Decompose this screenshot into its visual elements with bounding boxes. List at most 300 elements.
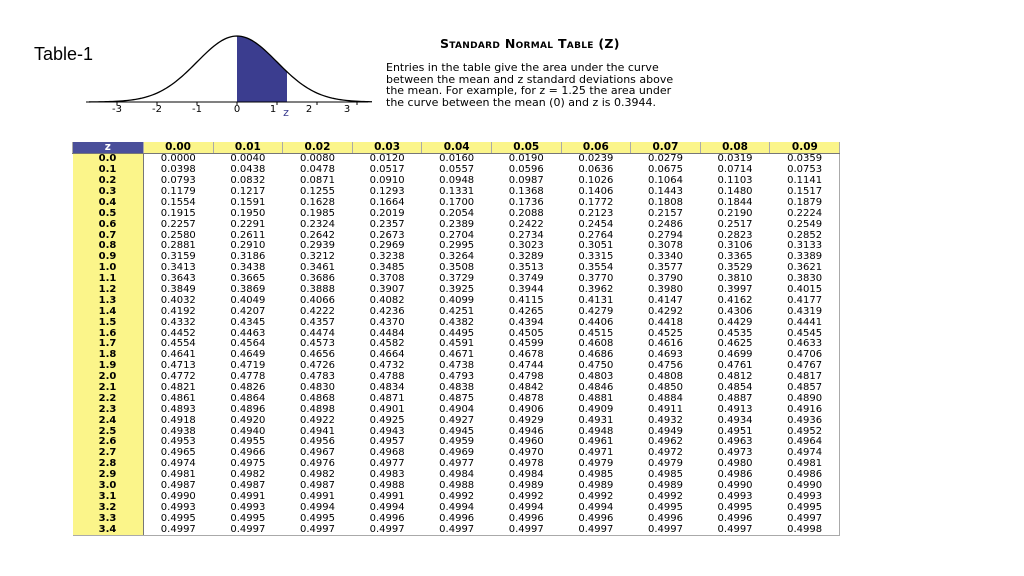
table-cell: 0.4952 [770, 426, 840, 437]
table-cell: 0.4236 [369, 305, 405, 317]
table-cell: 0.4441 [770, 317, 840, 328]
table-cell: 0.4901 [369, 403, 405, 415]
table-cell: 0.2580 [160, 229, 196, 241]
table-cell: 0.0000 [160, 153, 196, 165]
table-cell: 0.3264 [439, 251, 475, 263]
table-cell: 0.4994 [578, 501, 614, 513]
table-cell: 0.1064 [647, 175, 683, 187]
table-cell: 0.3023 [508, 240, 544, 252]
table-cell: 0.4918 [160, 414, 196, 426]
table-cell: 0.1517 [770, 187, 840, 198]
table-cell: 0.3962 [578, 284, 614, 296]
table-cell: 0.4916 [770, 404, 840, 415]
table-cell: 0.4956 [299, 436, 335, 448]
table-cell: 0.4608 [578, 338, 614, 350]
table-cell: 0.4997 [700, 524, 770, 535]
table-cell: 0.4826 [230, 382, 266, 394]
table-cell: 0.4798 [508, 371, 544, 383]
table-cell: 0.4949 [647, 425, 683, 437]
table-cell: 0.2257 [160, 218, 196, 230]
table-cell: 0.0517 [369, 164, 405, 176]
table-cell: 0.4821 [160, 382, 196, 394]
table-cell: 0.4936 [770, 415, 840, 426]
column-header: 0.04 [422, 142, 492, 153]
table-cell: 0.3830 [770, 274, 840, 285]
table-cell: 0.4974 [770, 448, 840, 459]
table-cell: 0.4599 [508, 338, 544, 350]
row-header: 1.9 [73, 361, 144, 372]
table-cell: 0.4099 [439, 294, 475, 306]
table-cell: 0.4992 [439, 490, 475, 502]
table-cell: 0.4993 [770, 492, 840, 503]
table-cell: 0.4429 [717, 316, 753, 328]
table-row [73, 285, 840, 296]
table-cell: 0.4726 [299, 360, 335, 372]
table-cell: 0.4972 [647, 447, 683, 459]
table-cell: 0.3686 [299, 273, 335, 285]
table-cell: 0.4463 [230, 327, 266, 339]
table-cell: 0.4988 [369, 480, 405, 492]
table-cell: 0.4994 [439, 501, 475, 513]
table-cell: 0.4793 [439, 371, 475, 383]
table-cell: 0.4032 [160, 294, 196, 306]
table-cell: 0.4131 [578, 294, 614, 306]
table-cell: 0.4871 [369, 392, 405, 404]
z-table [72, 142, 840, 536]
table-cell: 0.0793 [160, 175, 196, 187]
table-cell: 0.4992 [508, 490, 544, 502]
table-cell: 0.4115 [508, 294, 544, 306]
table-cell: 0.4978 [508, 458, 544, 470]
table-cell: 0.4265 [508, 305, 544, 317]
table-cell: 0.0319 [717, 153, 753, 165]
table-cell: 0.4147 [647, 294, 683, 306]
table-cell: 0.4370 [369, 316, 405, 328]
table-cell: 0.4357 [299, 316, 335, 328]
table-cell: 0.0359 [770, 153, 840, 164]
page-title: Standard Normal Table (Z) [440, 36, 620, 51]
table-cell: 0.4941 [299, 425, 335, 437]
table-cell: 0.4535 [717, 327, 753, 339]
table-cell: 0.4896 [230, 403, 266, 415]
table-cell: 0.4976 [299, 458, 335, 470]
table-cell: 0.4940 [230, 425, 266, 437]
table-cell: 0.4649 [230, 349, 266, 361]
table-cell: 0.2123 [578, 207, 614, 219]
table-cell: 0.2794 [647, 229, 683, 241]
table-cell: 0.4997 [491, 524, 561, 535]
table-cell: 0.0675 [647, 164, 683, 176]
table-cell: 0.2823 [717, 229, 753, 241]
table-cell: 0.4960 [508, 436, 544, 448]
table-cell: 0.3461 [299, 262, 335, 274]
table-cell: 0.4573 [299, 338, 335, 350]
table-cell: 0.4906 [508, 403, 544, 415]
table-cell: 0.4332 [160, 316, 196, 328]
row-header: 3.2 [73, 502, 144, 513]
row-header: 0.8 [73, 241, 144, 252]
row-header: 0.7 [73, 230, 144, 241]
description-line: the curve between the mean (0) and z is 0.3944. [386, 95, 656, 109]
table-row [73, 415, 840, 426]
table-cell: 0.4981 [160, 469, 196, 481]
z-header-cell: z [73, 142, 144, 153]
table-row [73, 153, 840, 164]
table-cell: 0.4656 [299, 349, 335, 361]
table-cell: 0.4995 [230, 512, 266, 524]
table-cell: 0.4732 [369, 360, 405, 372]
table-cell: 0.2673 [369, 229, 405, 241]
table-cell: 0.4868 [299, 392, 335, 404]
table-cell: 0.4803 [578, 371, 614, 383]
table-cell: 0.3513 [508, 262, 544, 274]
table-cell: 0.4990 [160, 490, 196, 502]
table-cell: 0.4890 [770, 393, 840, 404]
table-cell: 0.4693 [647, 349, 683, 361]
table-row [73, 404, 840, 415]
table-cell: 0.2422 [508, 218, 544, 230]
table-row [73, 274, 840, 285]
table-cell: 0.4987 [299, 480, 335, 492]
table-cell: 0.4406 [578, 316, 614, 328]
table-cell: 0.4997 [422, 524, 492, 535]
table-cell: 0.0871 [299, 175, 335, 187]
table-cell: 0.4177 [770, 295, 840, 306]
table-cell: 0.4997 [352, 524, 422, 535]
row-header: 2.7 [73, 448, 144, 459]
table-cell: 0.3869 [230, 284, 266, 296]
table-row [73, 383, 840, 394]
table-row [73, 219, 840, 230]
table-cell: 0.2190 [717, 207, 753, 219]
table-cell: 0.3907 [369, 284, 405, 296]
table-cell: 0.4996 [717, 512, 753, 524]
table-cell: 0.1950 [230, 207, 266, 219]
row-header: 0.5 [73, 208, 144, 219]
table-cell: 0.3770 [578, 273, 614, 285]
table-cell: 0.4931 [578, 414, 614, 426]
row-header: 1.3 [73, 295, 144, 306]
table-cell: 0.4946 [508, 425, 544, 437]
table-cell: 0.4744 [508, 360, 544, 372]
table-cell: 0.4394 [508, 316, 544, 328]
description [386, 62, 806, 108]
table-cell: 0.2611 [230, 229, 266, 241]
table-cell: 0.2642 [299, 229, 335, 241]
table-cell: 0.4922 [299, 414, 335, 426]
table-cell: 0.4991 [369, 490, 405, 502]
table-cell: 0.3643 [160, 273, 196, 285]
table-cell: 0.4319 [770, 306, 840, 317]
table-cell: 0.4990 [717, 480, 753, 492]
table-cell: 0.4975 [230, 458, 266, 470]
table-cell: 0.4929 [508, 414, 544, 426]
table-cell: 0.4996 [508, 512, 544, 524]
table-cell: 0.4971 [578, 447, 614, 459]
table-cell: 0.4979 [647, 458, 683, 470]
table-cell: 0.4932 [647, 414, 683, 426]
row-header: 2.3 [73, 404, 144, 415]
table-row [73, 241, 840, 252]
table-cell: 0.4992 [647, 490, 683, 502]
table-cell: 0.0596 [508, 164, 544, 176]
table-cell: 0.3051 [578, 240, 614, 252]
table-cell: 0.3159 [160, 251, 196, 263]
table-cell: 0.4993 [230, 501, 266, 513]
table-row [73, 208, 840, 219]
row-header: 0.1 [73, 165, 144, 176]
table-cell: 0.0040 [230, 153, 266, 165]
table-row [73, 317, 840, 328]
table-cell: 0.1406 [578, 186, 614, 197]
table-cell: 0.4292 [647, 305, 683, 317]
row-header: 3.1 [73, 492, 144, 503]
table-cell: 0.4987 [230, 480, 266, 492]
table-cell: 0.0190 [508, 153, 544, 165]
table-cell: 0.4750 [578, 360, 614, 372]
table-cell: 0.2454 [578, 218, 614, 230]
table-cell: 0.2157 [647, 207, 683, 219]
table-cell: 0.4525 [647, 327, 683, 339]
row-header: 0.6 [73, 219, 144, 230]
description-line: the mean. For example, for z = 1.25 the area under [386, 84, 672, 98]
table-cell: 0.4713 [160, 360, 196, 372]
table-cell: 0.4988 [439, 480, 475, 492]
table-cell: 0.4207 [230, 305, 266, 317]
table-cell: 0.4982 [299, 469, 335, 481]
table-cell: 0.4761 [717, 360, 753, 372]
table-cell: 0.4993 [717, 490, 753, 502]
table-cell: 0.2549 [770, 219, 840, 230]
table-row [73, 306, 840, 317]
table-cell: 0.4830 [299, 382, 335, 394]
row-header: 1.7 [73, 339, 144, 350]
table-cell: 0.4545 [770, 328, 840, 339]
row-header: 2.6 [73, 437, 144, 448]
table-cell: 0.4973 [717, 447, 753, 459]
table-cell: 0.3665 [230, 273, 266, 285]
table-cell: 0.4992 [578, 490, 614, 502]
table-cell: 0.4995 [299, 512, 335, 524]
table-cell: 0.4961 [578, 436, 614, 448]
row-header: 0.9 [73, 252, 144, 263]
description-line: Entries in the table give the area under the curve [386, 61, 659, 74]
table-cell: 0.1255 [299, 186, 335, 197]
table-cell: 0.4982 [230, 469, 266, 481]
table-row [73, 448, 840, 459]
table-cell: 0.3212 [299, 251, 335, 263]
row-header: 0.4 [73, 197, 144, 208]
table-cell: 0.3340 [647, 251, 683, 263]
table-cell: 0.4162 [717, 294, 753, 306]
table-cell: 0.1293 [369, 186, 405, 197]
table-cell: 0.2088 [508, 207, 544, 219]
table-cell: 0.4985 [578, 469, 614, 481]
table-cell: 0.4979 [578, 458, 614, 470]
table-cell: 0.2995 [439, 240, 475, 252]
table-cell: 0.2764 [578, 229, 614, 241]
table-cell: 0.4904 [439, 403, 475, 415]
table-row [73, 187, 840, 198]
row-header: 2.5 [73, 426, 144, 437]
row-header: 2.9 [73, 470, 144, 481]
table-cell: 0.1736 [508, 196, 544, 208]
table-cell: 0.4418 [647, 316, 683, 328]
table-cell: 0.4686 [578, 349, 614, 361]
table-cell: 0.2881 [160, 240, 196, 252]
table-cell: 0.4015 [770, 285, 840, 296]
table-cell: 0.4994 [299, 501, 335, 513]
table-cell: 0.3925 [439, 284, 475, 296]
table-cell: 0.1985 [299, 207, 335, 219]
table-cell: 0.4641 [160, 349, 196, 361]
table-cell: 0.4812 [717, 371, 753, 383]
table-cell: 0.4991 [230, 490, 266, 502]
table-cell: 0.4861 [160, 392, 196, 404]
table-row [73, 176, 840, 187]
table-cell: 0.4738 [439, 360, 475, 372]
z-marker: z [283, 106, 289, 119]
table-cell: 0.4817 [770, 372, 840, 383]
table-cell: 0.3621 [770, 263, 840, 274]
table-cell: 0.3413 [160, 262, 196, 274]
tick-label: -2 [152, 104, 162, 115]
table-cell: 0.4995 [717, 501, 753, 513]
table-row [73, 502, 840, 513]
column-header: 0.05 [491, 142, 561, 153]
table-cell: 0.2704 [439, 229, 475, 241]
table-cell: 0.1554 [160, 196, 196, 208]
table-cell: 0.0080 [299, 153, 335, 165]
table-cell: 0.4920 [230, 414, 266, 426]
table-cell: 0.4306 [717, 305, 753, 317]
table-cell: 0.4969 [439, 447, 475, 459]
table-cell: 0.2486 [647, 218, 683, 230]
table-cell: 0.4934 [717, 414, 753, 426]
table-cell: 0.3106 [717, 240, 753, 252]
table-cell: 0.4983 [369, 469, 405, 481]
table-cell: 0.3238 [369, 251, 405, 263]
table-cell: 0.3438 [230, 262, 266, 274]
table-cell: 0.3529 [717, 262, 753, 274]
table-cell: 0.4977 [439, 458, 475, 470]
table-cell: 0.2324 [299, 218, 335, 230]
table-cell: 0.2969 [369, 240, 405, 252]
table-cell: 0.4997 [631, 524, 701, 535]
table-cell: 0.4591 [439, 338, 475, 350]
table-cell: 0.4616 [647, 338, 683, 350]
row-header: 3.0 [73, 481, 144, 492]
table-cell: 0.4909 [578, 403, 614, 415]
table-cell: 0.4993 [160, 501, 196, 513]
table-cell: 0.4980 [717, 458, 753, 470]
table-cell: 0.0636 [578, 164, 614, 176]
table-cell: 0.4778 [230, 371, 266, 383]
table-cell: 0.2291 [230, 218, 266, 230]
table-cell: 0.4864 [230, 392, 266, 404]
table-cell: 0.4706 [770, 350, 840, 361]
table-cell: 0.4989 [508, 480, 544, 492]
table-row [73, 165, 840, 176]
table-cell: 0.4842 [508, 382, 544, 394]
table-cell: 0.0832 [230, 175, 266, 187]
table-cell: 0.4945 [439, 425, 475, 437]
table-cell: 0.1844 [717, 196, 753, 208]
table-cell: 0.1480 [717, 186, 753, 197]
table-cell: 0.4970 [508, 447, 544, 459]
table-cell: 0.4633 [770, 339, 840, 350]
row-header: 1.8 [73, 350, 144, 361]
table-row [73, 470, 840, 481]
table-cell: 0.4974 [160, 458, 196, 470]
table-cell: 0.1915 [160, 207, 196, 219]
table-cell: 0.4495 [439, 327, 475, 339]
table-cell: 0.0753 [770, 165, 840, 176]
table-row [73, 426, 840, 437]
table-cell: 0.0478 [299, 164, 335, 176]
table-cell: 0.1879 [770, 197, 840, 208]
table-cell: 0.4884 [647, 392, 683, 404]
table-cell: 0.4913 [717, 403, 753, 415]
table-cell: 0.4925 [369, 414, 405, 426]
table-cell: 0.1103 [717, 175, 753, 187]
table-cell: 0.2054 [439, 207, 475, 219]
row-header: 2.1 [73, 383, 144, 394]
table-cell: 0.1664 [369, 196, 405, 208]
table-cell: 0.4474 [299, 327, 335, 339]
tick-label: -1 [192, 104, 202, 115]
table-cell: 0.0438 [230, 164, 266, 176]
table-cell: 0.4997 [143, 524, 213, 535]
column-header: 0.00 [143, 142, 213, 153]
table-row [73, 513, 840, 524]
table-cell: 0.3133 [770, 241, 840, 252]
row-header: 1.4 [73, 306, 144, 317]
table-cell: 0.4951 [717, 425, 753, 437]
column-header: 0.01 [213, 142, 283, 153]
column-header: 0.07 [631, 142, 701, 153]
table-cell: 0.3508 [439, 262, 475, 274]
table-cell: 0.3365 [717, 251, 753, 263]
table-cell: 0.4955 [230, 436, 266, 448]
table-row [73, 492, 840, 503]
table-cell: 0.4977 [369, 458, 405, 470]
table-row [73, 230, 840, 241]
table-cell: 0.4279 [578, 305, 614, 317]
table-cell: 0.4996 [439, 512, 475, 524]
table-cell: 0.4345 [230, 316, 266, 328]
table-cell: 0.4943 [369, 425, 405, 437]
row-header: 0.3 [73, 187, 144, 198]
table-cell: 0.4997 [561, 524, 631, 535]
table-cell: 0.3944 [508, 284, 544, 296]
table-cell: 0.4962 [647, 436, 683, 448]
table-cell: 0.3790 [647, 273, 683, 285]
table-cell: 0.1331 [439, 186, 475, 197]
row-header: 1.5 [73, 317, 144, 328]
table-cell: 0.4756 [647, 360, 683, 372]
table-cell: 0.4997 [283, 524, 353, 535]
table-cell: 0.4996 [647, 512, 683, 524]
table-cell: 0.3849 [160, 284, 196, 296]
table-row [73, 263, 840, 274]
table-row [73, 252, 840, 263]
column-header: 0.09 [770, 142, 840, 153]
table-cell: 0.3888 [299, 284, 335, 296]
table-cell: 0.4192 [160, 305, 196, 317]
table-cell: 0.1217 [230, 186, 266, 197]
table-cell: 0.4981 [770, 459, 840, 470]
